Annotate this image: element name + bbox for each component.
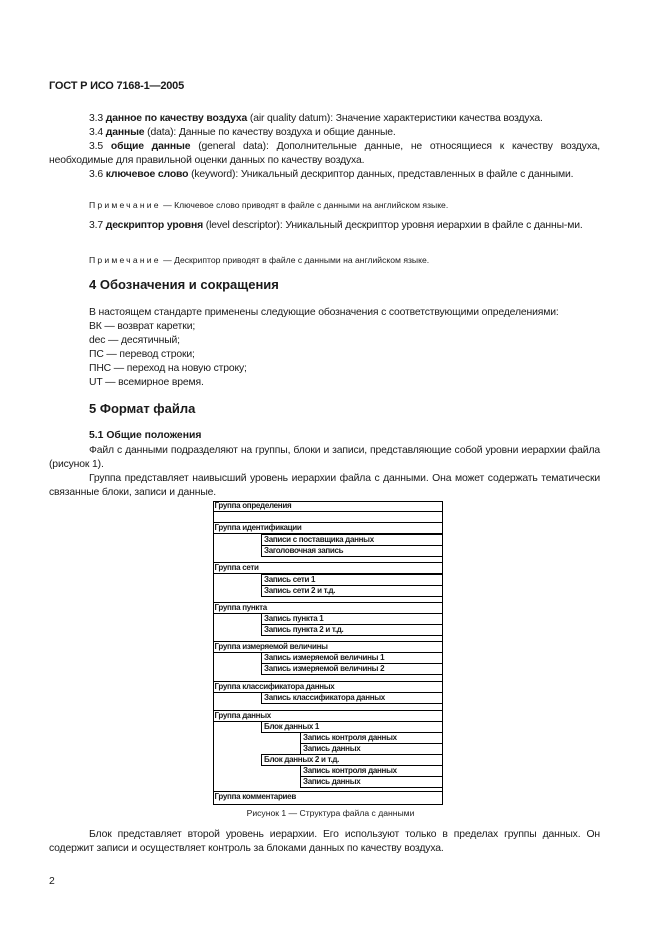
definition-3-5 xyxy=(49,140,600,168)
abbrev-item: dec — десятичный; xyxy=(89,335,180,346)
page-number: 2 xyxy=(49,876,55,887)
definition-3-7 xyxy=(49,219,600,233)
abbrev-item: ПС — перевод строки; xyxy=(89,349,195,360)
section-5-paragraph-3: Блок представляет второй уровень иерархии. Его используют только в пределах группы данных. Он содержит записи и осуществляет контроль за блоками данных по качеству воздуха. xyxy=(49,829,600,854)
note-label: Примечание xyxy=(89,255,161,265)
diagram-record: Запись контроля данных xyxy=(300,732,442,744)
diagram-record: Запись пункта 2 и т.д. xyxy=(261,624,442,636)
diagram-group-measurand: Группа измеряемой величины xyxy=(213,641,443,653)
diagram-group-network: Группа сети xyxy=(213,562,443,574)
note-text: — Дескриптор приводят в файле с данными на английском языке. xyxy=(160,255,430,265)
diagram-record: Запись классификатора данных xyxy=(261,692,442,704)
definition-3-4 xyxy=(49,126,600,140)
note-label: Примечание xyxy=(89,200,161,210)
diagram-record: Запись пункта 1 xyxy=(261,613,442,625)
definition-term: данное по качеству воздуха xyxy=(105,113,248,124)
definition-number: 3.6 xyxy=(89,169,103,180)
note-keyword xyxy=(89,199,609,211)
diagram-record: Запись сети 2 и т.д. xyxy=(261,585,442,597)
diagram-record: Заголовочная запись xyxy=(261,545,442,557)
diagram-block: Блок данных 2 и т.д. xyxy=(261,754,442,766)
definition-term: дескриптор уровня xyxy=(105,220,204,231)
abbrev-item: UT — всемирное время. xyxy=(89,377,204,388)
section-5-title: 5 Формат файла xyxy=(89,401,196,416)
abbrev-item: ВК — возврат каретки; xyxy=(89,321,196,332)
definition-english: (general data): xyxy=(190,141,277,152)
definition-english: (air quality datum): xyxy=(247,113,336,124)
diagram-record: Записи с поставщика данных xyxy=(261,534,442,546)
diagram-record: Запись сети 1 xyxy=(261,574,442,586)
note-descriptor xyxy=(89,254,609,266)
diagram-record: Запись данных xyxy=(300,743,442,755)
diagram-group-station: Группа пункта xyxy=(213,602,443,614)
section-5-1-title: 5.1 Общие положения xyxy=(89,430,202,441)
definition-term: данные xyxy=(105,127,145,138)
diagram-record: Запись данных xyxy=(300,776,442,788)
definition-number: 3.7 xyxy=(89,220,103,231)
diagram-record: Запись измеряемой величины 2 xyxy=(261,663,442,675)
definition-term: общие данные xyxy=(110,141,191,152)
definition-english: (data): xyxy=(144,127,179,138)
figure-caption: Рисунок 1 — Структура файла с данными xyxy=(246,808,415,818)
definition-text: Данные по качеству воздуха и общие данные. xyxy=(178,127,396,138)
definition-3-3 xyxy=(49,112,600,126)
section-5-paragraph-2: Группа представляет наивысший уровень иерархии файла с данными. Она может содержать тематически связанные блоки, записи и данные. xyxy=(49,473,600,498)
section-4-title: 4 Обозначения и сокращения xyxy=(89,277,279,292)
diagram-record: Запись контроля данных xyxy=(300,765,442,777)
definition-number: 3.5 xyxy=(89,141,103,152)
file-structure-diagram xyxy=(213,501,443,805)
abbrev-item: ПНС — переход на новую строку; xyxy=(89,363,247,374)
diagram-group-definition: Группа определения xyxy=(213,501,443,512)
definition-3-6 xyxy=(49,168,600,182)
definition-number: 3.3 xyxy=(89,113,103,124)
definition-english: (level descriptor): xyxy=(203,220,286,231)
definition-term: ключевое слово xyxy=(105,169,189,180)
diagram-record: Запись измеряемой величины 1 xyxy=(261,652,442,664)
diagram-group-comments: Группа комментариев xyxy=(213,791,443,802)
definition-text: Уникальный дескриптор уровня иерархии в файле с данны-ми. xyxy=(285,220,583,231)
section-4-intro: В настоящем стандарте применены следующие обозначения с соответствующими определениями: xyxy=(89,307,559,318)
definition-text: Уникальный дескриптор данных, представленных в файле с данными. xyxy=(240,169,574,180)
document-header-id: ГОСТ Р ИСО 7168-1—2005 xyxy=(49,80,184,92)
diagram-group-identification: Группа идентификации xyxy=(213,522,443,534)
section-5-paragraph-1: Файл с данными подразделяют на группы, блоки и записи, представляющие собой уровни иерархии файла (рисунок 1). xyxy=(49,445,600,470)
definition-text: Дополнительные данные, не относящиеся к качеству воздуха, необходимые для правильной оценки данных по качеству воздуха. xyxy=(49,141,601,166)
definition-text: Значение характеристики качества воздуха. xyxy=(335,113,543,124)
diagram-group-data: Группа данных xyxy=(213,710,443,722)
note-text: — Ключевое слово приводят в файле с данными на английском языке. xyxy=(160,200,449,210)
diagram-block: Блок данных 1 xyxy=(261,721,442,733)
diagram-group-classifier: Группа классификатора данных xyxy=(213,681,443,693)
definition-number: 3.4 xyxy=(89,127,103,138)
definition-english: (keyword): xyxy=(188,169,241,180)
